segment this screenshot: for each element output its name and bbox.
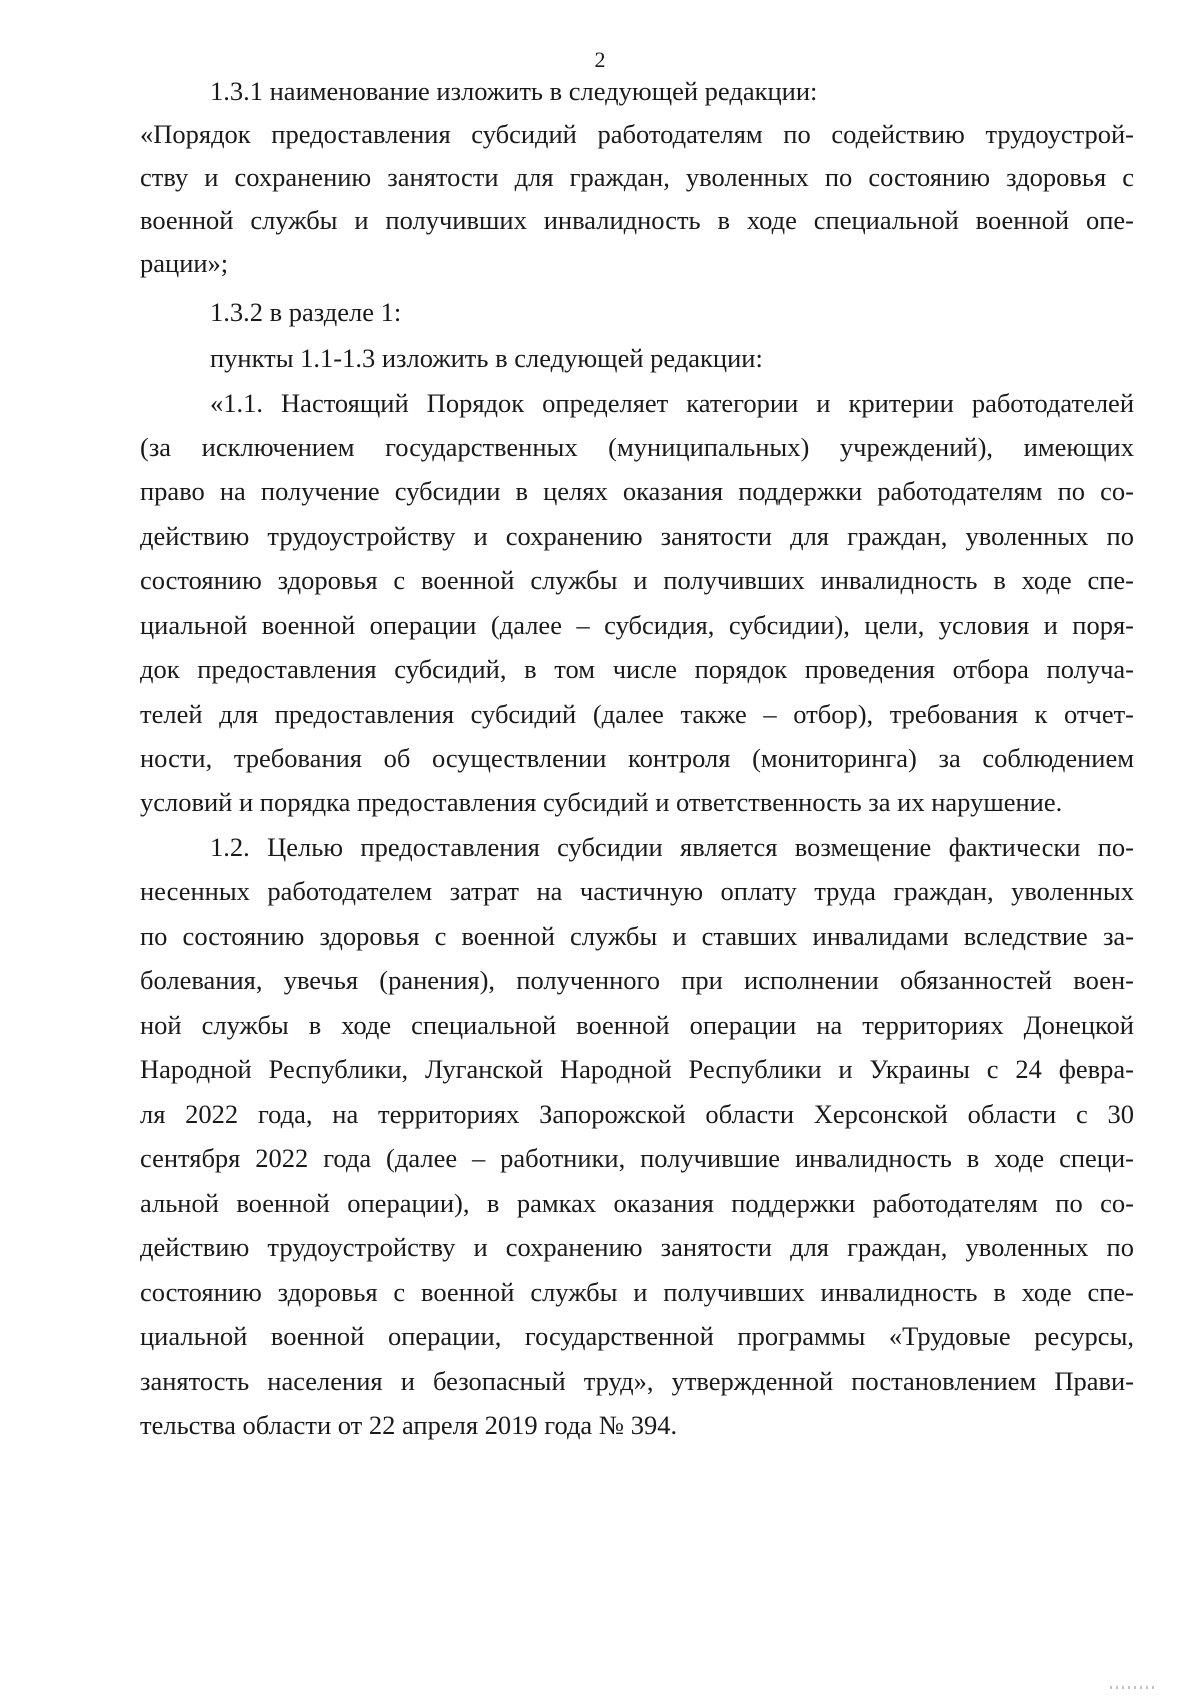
scan-artifact bbox=[1110, 1686, 1154, 1689]
text-line: док предоставления субсидий, в том числе порядок проведения отбора получа- bbox=[140, 654, 1134, 684]
text-line: циальной военной операции (далее – субсидия, субсидии), цели, условия и поря- bbox=[140, 610, 1134, 640]
text-line: 1.3.1 наименование изложить в следующей редакции: bbox=[210, 76, 818, 106]
text-line: рации»; bbox=[140, 248, 229, 278]
text-line: по состоянию здоровья с военной службы и ставших инвалидами вследствие за- bbox=[140, 921, 1134, 951]
text-line: условий и порядка предоставления субсидий и ответственность за их нарушение. bbox=[140, 787, 1063, 817]
text-line: «Порядок предоставления субсидий работодателям по содействию трудоустрой- bbox=[140, 119, 1134, 149]
page-number: 2 bbox=[594, 47, 606, 72]
text-line: сентября 2022 года (далее – работники, получившие инвалидность в ходе специ- bbox=[140, 1143, 1134, 1173]
text-line: состоянию здоровья с военной службы и получивших инвалидность в ходе спе- bbox=[140, 1277, 1134, 1307]
text-line: «1.1. Настоящий Порядок определяет категории и критерии работодателей bbox=[210, 388, 1134, 418]
text-line: 1.3.2 в разделе 1: bbox=[210, 297, 402, 327]
text-line: право на получение субсидии в целях оказания поддержки работодателям по со- bbox=[140, 476, 1134, 506]
text-line: циальной военной операции, государственной программы «Трудовые ресурсы, bbox=[140, 1321, 1134, 1351]
text-line: болевания, увечья (ранения), полученного при исполнении обязанностей воен- bbox=[140, 965, 1134, 995]
text-line: несенных работодателем затрат на частичную оплату труда граждан, уволенных bbox=[140, 876, 1134, 906]
text-line: ству и сохранению занятости для граждан, уволенных по состоянию здоровья с bbox=[140, 162, 1134, 192]
text-line: состоянию здоровья с военной службы и получивших инвалидность в ходе спе- bbox=[140, 565, 1134, 595]
text-line: ной службы в ходе специальной военной операции на территориях Донецкой bbox=[140, 1010, 1134, 1040]
text-line: ля 2022 года, на территориях Запорожской области Херсонской области с 30 bbox=[140, 1099, 1134, 1129]
text-line: ности, требования об осуществлении контроля (мониторинга) за соблюдением bbox=[140, 743, 1134, 773]
text-line: тельства области от 22 апреля 2019 года № 394. bbox=[140, 1410, 678, 1440]
text-line: Народной Республики, Луганской Народной Республики и Украины с 24 февра- bbox=[140, 1054, 1134, 1084]
text-line: действию трудоустройству и сохранению занятости для граждан, уволенных по bbox=[140, 1232, 1134, 1262]
text-line: пункты 1.1-1.3 изложить в следующей редакции: bbox=[210, 343, 763, 373]
text-line: военной службы и получивших инвалидность в ходе специальной военной опе- bbox=[140, 205, 1134, 235]
text-line: 1.2. Целью предоставления субсидии является возмещение фактически по- bbox=[210, 832, 1134, 862]
text-line: (за исключением государственных (муниципальных) учреждений), имеющих bbox=[140, 432, 1134, 462]
text-line: телей для предоставления субсидий (далее также – отбор), требования к отчет- bbox=[140, 699, 1134, 729]
text-line: занятость населения и безопасный труд», утвержденной постановлением Прави- bbox=[140, 1366, 1134, 1396]
text-line: альной военной операции), в рамках оказания поддержки работодателям по со- bbox=[140, 1188, 1134, 1218]
text-line: действию трудоустройству и сохранению занятости для граждан, уволенных по bbox=[140, 521, 1134, 551]
